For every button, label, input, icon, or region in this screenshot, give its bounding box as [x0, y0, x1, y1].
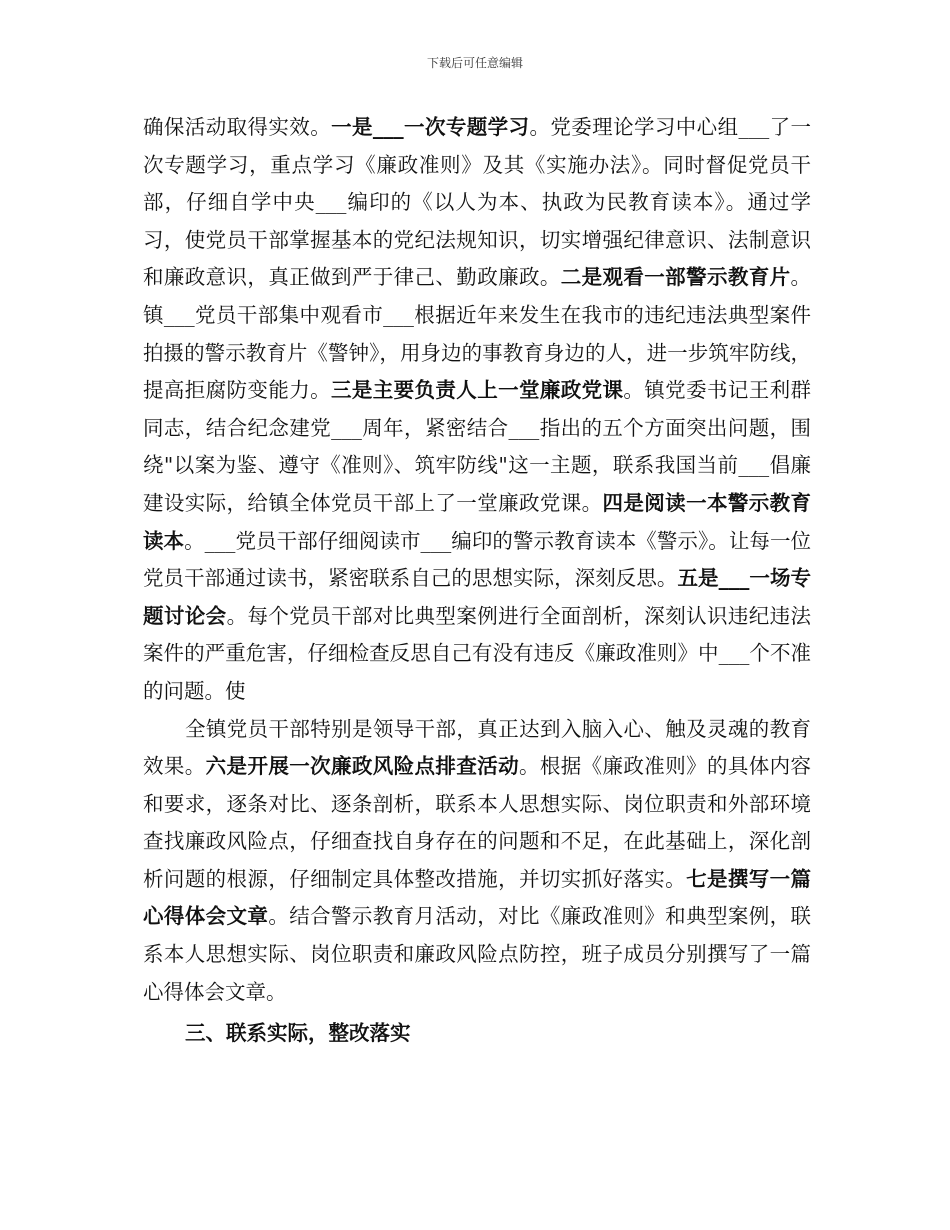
bold-keypoint-run: 五是___一场专题讨论会: [143, 566, 812, 628]
bold-keypoint-run: 七是撰写一篇心得体会文章: [143, 866, 812, 929]
paragraph-text-run: 。党委理论学习中心组___了一次专题学习，重点学习《廉政准则》及其《实施办法》。同时督促党员干部，仔细自学中央___编印的《以人为本、执政为民教育读本》。通过学习，使党员干部掌握基本的党纪法规知识，切实增强纪律意识、法制意识和廉政意识，真正做到严于律己、勤政廉政。: [143, 115, 812, 290]
section-heading: 三、联系实际，整改落实: [185, 1021, 411, 1046]
paragraph-text-run: 确保活动取得实效。: [143, 115, 332, 139]
bold-keypoint-run: 一是___一次专题学习: [331, 115, 530, 139]
page-header: 下载后可任意编辑: [426, 56, 523, 70]
paragraph-text-run: 。结合警示教育月活动，对比《廉政准则》和典型案例，联系本人思想实际、岗位职责和廉政风险点防控，班子成员分别撰写了一篇心得体会文章。: [143, 904, 812, 1004]
paragraph-2: [143, 711, 811, 1012]
paragraph-text-run: 。镇___党员干部集中观看市___根据近年来发生在我市的违纪违法典型案件拍摄的警示教育片《警钟》，用身边的事教育身边的人，进一步筑牢防线，提高拒腐防变能力。: [143, 265, 812, 403]
bold-keypoint-run: 四是阅读一本警示教育读本: [143, 490, 811, 553]
paragraph-text-run: 全镇党员干部特别是领导干部，真正达到入脑入心、触及灵魂的教育效果。: [143, 716, 811, 779]
paragraph-text-run: 。镇党委书记王利群同志，结合纪念建党___周年，紧密结合___指出的五个方面突出问题，围绕"以案为鉴、遵守《准则》、筑牢防线"这一主题，联系我国当前___倡廉建设实际，给镇全体党员干部上了一堂廉政党课。: [143, 378, 812, 515]
bold-keypoint-run: 六是开展一次廉政风险点排查活动: [205, 754, 519, 779]
paragraph-1: [143, 109, 811, 711]
paragraph-text-run: 。___党员干部仔细阅读市___编印的警示教育读本《警示》。让每一位党员干部通过读书，紧密联系自己的思想实际，深刻反思。: [143, 528, 812, 591]
bold-keypoint-run: 二是观看一部警示教育片: [560, 265, 791, 290]
paragraph-text-run: 。根据《廉政准则》的具体内容和要求，逐条对比、逐条剖析，联系本人思想实际、岗位职责和外部环境查找廉政风险点，仔细查找自身存在的问题和不足，在此基础上，深化剖析问题的根源，仔细制定具体整改措施，并切实抓好落实。: [143, 754, 812, 891]
bold-keypoint-run: 三是主要负责人上一堂廉政党课: [330, 378, 624, 403]
document-body: [143, 109, 811, 1053]
paragraph-text-run: 。每个党员干部对比典型案例进行全面剖析，深刻认识违纪违法案件的严重危害，仔细检查反思自己有没有违反《廉政准则》中___个不准的问题。使: [143, 603, 812, 703]
